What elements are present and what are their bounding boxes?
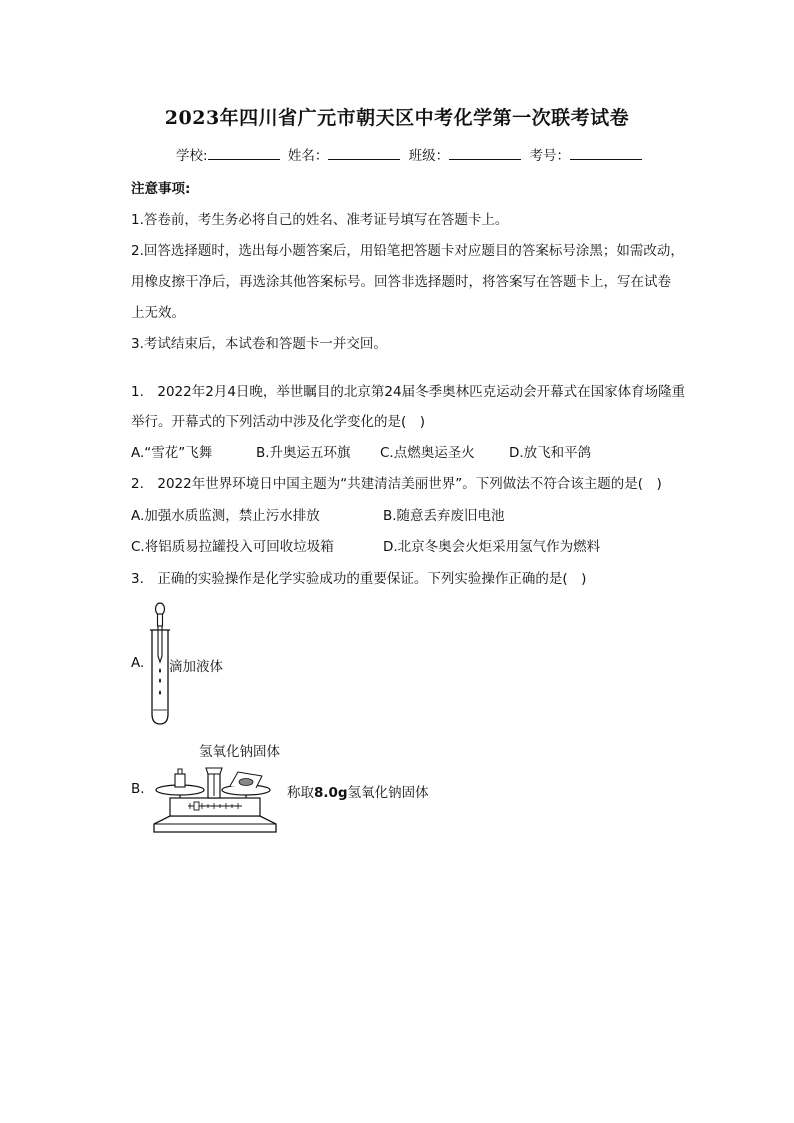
notice-item-1: 1.答卷前，考生务必将自己的姓名、准考证号填写在答题卡上。 [131,212,509,228]
q3-option-a-letter: A. [131,655,145,671]
balance-scale-figure [150,758,280,838]
q1-option-c: C.点燃奥运圣火 [380,445,475,461]
exam-number-blank [570,147,642,160]
caption-prefix: 称取 [287,785,314,801]
student-info-fields [176,144,646,164]
q1-option-d: D.放飞和平鸽 [509,445,592,461]
q1-option-b: B.升奥运五环旗 [256,445,351,461]
class-label: 班级： [408,148,450,164]
caption-mass-value: 8.0g [314,785,348,801]
exam-number-label: 考号： [529,148,570,164]
notice-heading: 注意事项: [131,181,191,197]
name-label: 姓名： [287,148,329,164]
q3-option-a-label: 滴加液体 [169,659,223,675]
name-blank [328,147,400,160]
exam-title: 2023年四川省广元市朝天区中考化学第一次联考试卷 [164,107,630,129]
notice-item-2-line-1: 2.回答选择题时，选出每小题答案后，用铅笔把答题卡对应题目的答案标号涂黑；如需改动， [131,243,684,259]
q3-option-b-top-label: 氢氧化钠固体 [199,744,280,760]
q2-option-d: D.北京冬奥会火炬采用氢气作为燃料 [383,539,601,555]
school-blank [208,147,280,160]
q2-option-b: B.随意丢弃废旧电池 [383,508,505,524]
q2-stem: 2. 2022年世界环境日中国主题为“共建清洁美丽世界”。下列做法不符合该主题的是( ) [131,476,662,492]
school-label: 学校: [176,148,208,164]
q1-stem-line-1: 1. 2022年2月4日晚，举世瞩目的北京第24届冬季奥林匹克运动会开幕式在国家体育场隆重 [131,384,686,400]
q3-option-b-letter: B. [131,781,145,797]
q1-option-a: A.“雪花”飞舞 [131,445,213,461]
q3-option-b-caption [287,781,429,801]
q2-option-a: A.加强水质监测，禁止污水排放 [131,508,320,524]
q2-option-c: C.将铝质易拉罐投入可回收垃圾箱 [131,539,334,555]
notice-item-2-line-2: 用橡皮擦干净后，再选涂其他答案标号。回答非选择题时，将答案写在答题卡上，写在试卷 [131,274,671,290]
caption-suffix: 氢氧化钠固体 [347,785,429,801]
class-blank [449,147,521,160]
q1-stem-line-2: 举行。开幕式的下列活动中涉及化学变化的是( ) [131,414,426,430]
q3-stem: 3. 正确的实验操作是化学实验成功的重要保证。下列实验操作正确的是( ) [131,571,587,587]
notice-item-2-line-3: 上无效。 [131,305,185,321]
notice-item-3: 3.考试结束后，本试卷和答题卡一并交回。 [131,336,387,352]
